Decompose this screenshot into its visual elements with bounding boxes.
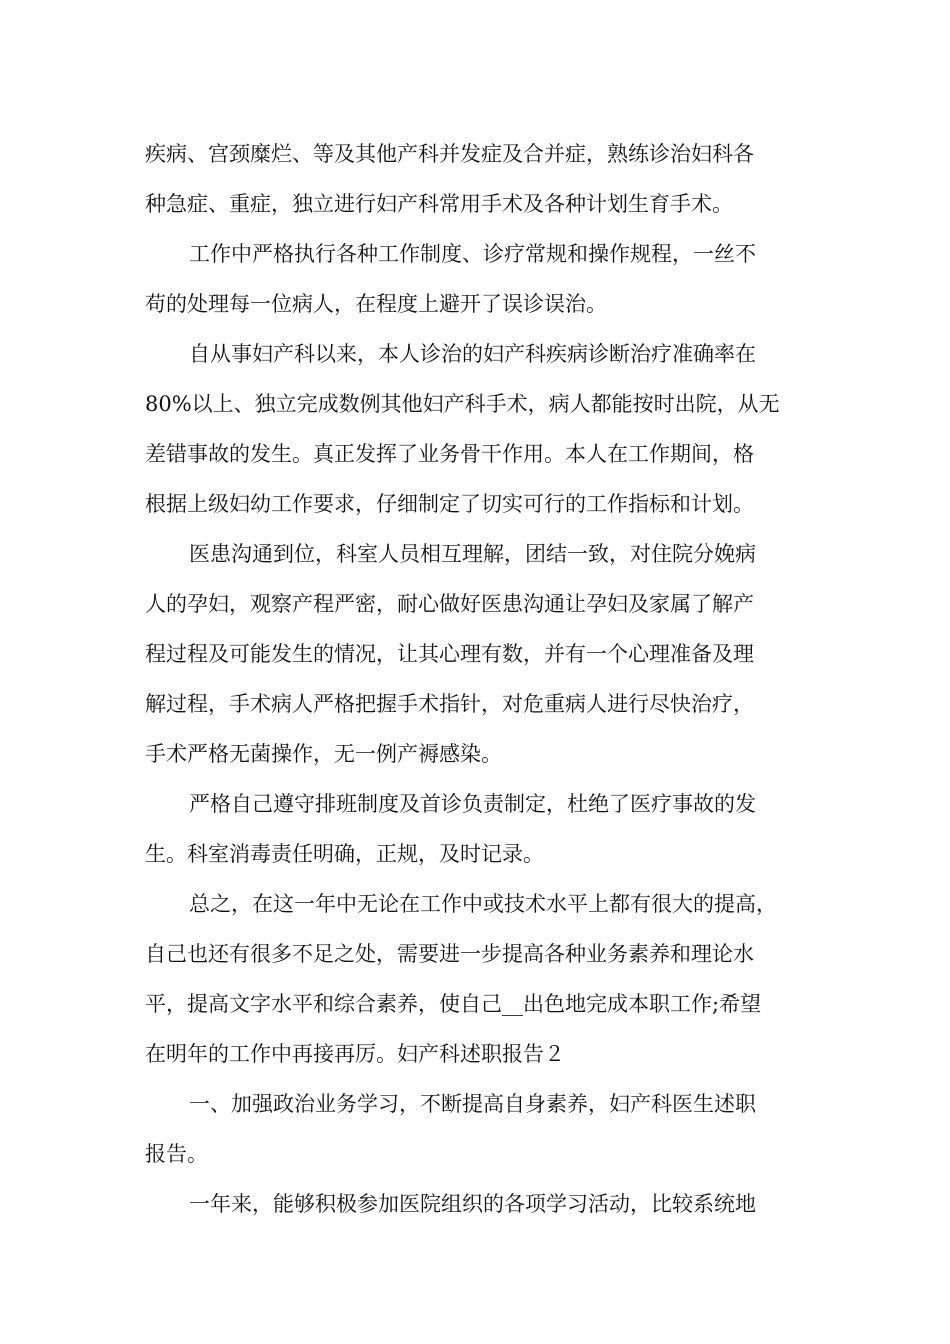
text-line: 差错事故的发生。真正发挥了业务骨干作用。本人在工作期间，格 <box>145 442 754 466</box>
document-body <box>145 129 845 1229</box>
text-line: 解过程，手术病人严格把握手术指针，对危重病人进行尽快治疗， <box>145 692 754 716</box>
text-line: 报告。 <box>145 1142 208 1166</box>
paragraph-start: 自从事妇产科以来，本人诊治的妇产科疾病诊断治疗准确率在 <box>189 342 756 366</box>
paragraph-start: 一、加强政治业务学习，不断提高自身素养，妇产科医生述职 <box>189 1092 756 1116</box>
text-line: 手术严格无菌操作，无一例产褥感染。 <box>145 742 502 766</box>
text-line: 自己也还有很多不足之处，需要进一步提高各种业务素养和理论水 <box>145 942 754 966</box>
text-line: 在明年的工作中再接再厉。妇产科述职报告２ <box>145 1042 565 1066</box>
paragraph-start: 工作中严格执行各种工作制度、诊疗常规和操作规程，一丝不 <box>189 242 756 266</box>
text-line: 平，提高文字水平和综合素养，使自己__出色地完成本职工作;希望 <box>145 992 762 1016</box>
text-line: 80%以上、独立完成数例其他妇产科手术，病人都能按时出院，从无 <box>145 392 780 416</box>
text-line: 根据上级妇幼工作要求，仔细制定了切实可行的工作指标和计划。 <box>145 492 754 516</box>
text-line: 人的孕妇，观察产程严密，耐心做好医患沟通让孕妇及家属了解产 <box>145 592 754 616</box>
paragraph-start: 总之，在这一年中无论在工作中或技术水平上都有很大的提高， <box>189 892 777 916</box>
paragraph-start: 严格自己遵守排班制度及首诊负责制定，杜绝了医疗事故的发 <box>189 792 756 816</box>
text-line: 生。科室消毒责任明确，正规，及时记录。 <box>145 842 544 866</box>
text-line: 种急症、重症，独立进行妇产科常用手术及各种计划生育手术。 <box>145 192 733 216</box>
text-line: 苟的处理每一位病人，在程度上避开了误诊误治。 <box>145 292 607 316</box>
text-line: 疾病、宫颈糜烂、等及其他产科并发症及合并症，熟练诊治妇科各 <box>145 142 754 166</box>
paragraph-start: 一年来，能够积极参加医院组织的各项学习活动，比较系统地 <box>189 1192 756 1216</box>
paragraph-start: 医患沟通到位，科室人员相互理解，团结一致，对住院分娩病 <box>189 542 756 566</box>
text-line: 程过程及可能发生的情况，让其心理有数，并有一个心理准备及理 <box>145 642 754 666</box>
